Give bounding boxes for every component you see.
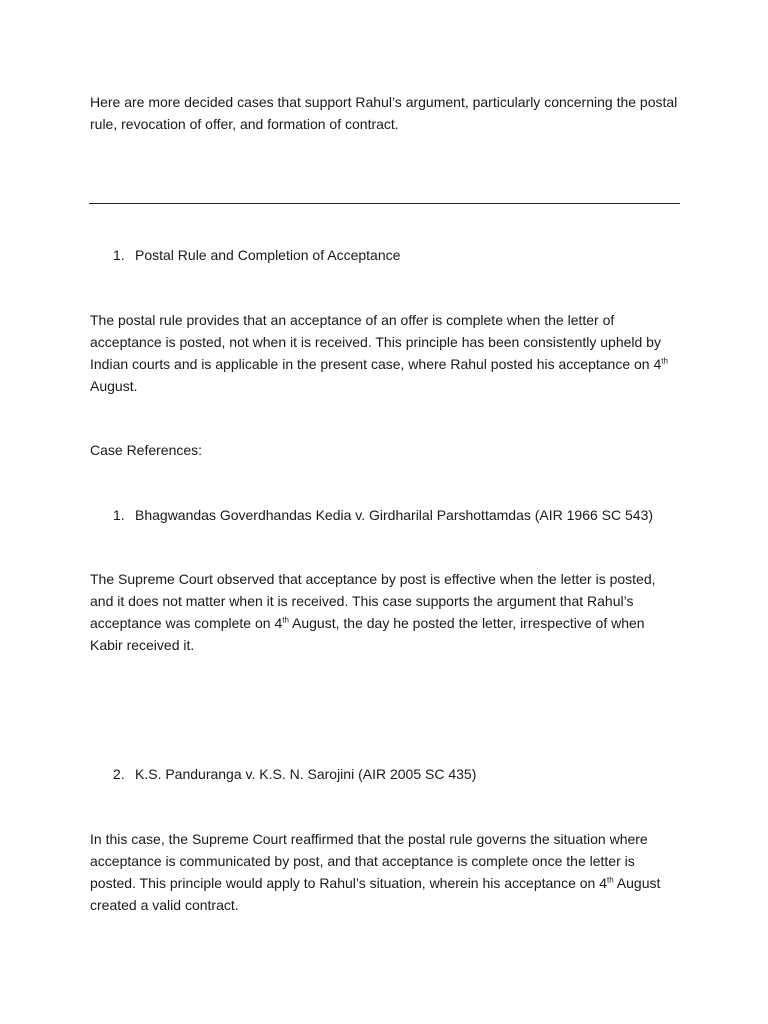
intro-text: Here are more decided cases that support Rahul’s argument, particularly concerning the postal rule, revocation of offer, and formation of contract.	[90, 94, 678, 132]
case1-paragraph	[90, 568, 680, 656]
postal-rule-paragraph	[90, 309, 680, 397]
case-title-panduranga	[113, 763, 683, 785]
paragraph-text: The postal rule provides that an acceptance of an offer is complete when the letter of acceptance is posted, not when it is received. This principle has been consistently upheld by Indian courts and is applicable in the present case, where Rahul posted his acceptance on 4	[90, 312, 662, 372]
list-number: 1.	[113, 247, 125, 263]
section-heading-text: Postal Rule and Completion of Acceptance	[135, 247, 401, 263]
list-number: 1.	[113, 507, 125, 523]
paragraph-text: In this case, the Supreme Court reaffirmed that the postal rule governs the situation where acceptance is communicated by post, and that acceptance is complete once the letter is posted. This principle would apply to Rahul’s situation, wherein his acceptance on 4	[90, 831, 648, 891]
paragraph-text: August, the day he posted the letter, irrespective of when Kabir received it.	[90, 615, 645, 653]
case-title-bhagwandas	[113, 504, 683, 526]
superscript-ordinal: th	[282, 615, 289, 625]
case2-paragraph	[90, 828, 680, 916]
list-number: 2.	[113, 766, 125, 782]
case-title-text: Bhagwandas Goverdhandas Kedia v. Girdharilal Parshottamdas (AIR 1966 SC 543)	[135, 507, 654, 523]
paragraph-text: August.	[90, 378, 138, 394]
superscript-ordinal: th	[607, 875, 614, 885]
section-heading-postal-rule	[113, 244, 683, 266]
case-title-text: K.S. Panduranga v. K.S. N. Sarojini (AIR 2005 SC 435)	[135, 766, 477, 782]
paragraph-text: The Supreme Court observed that acceptance by post is effective when the letter is posted, and it does not matter when it is received. This case supports the argument that Rahul’s acceptance was complete on 4	[90, 571, 656, 631]
superscript-ordinal: th	[661, 356, 668, 366]
horizontal-divider	[89, 203, 680, 204]
paragraph-text: August created a valid contract.	[90, 875, 661, 913]
case-references-label	[90, 439, 680, 461]
intro-paragraph	[90, 91, 680, 135]
label-text: Case References:	[90, 442, 203, 458]
